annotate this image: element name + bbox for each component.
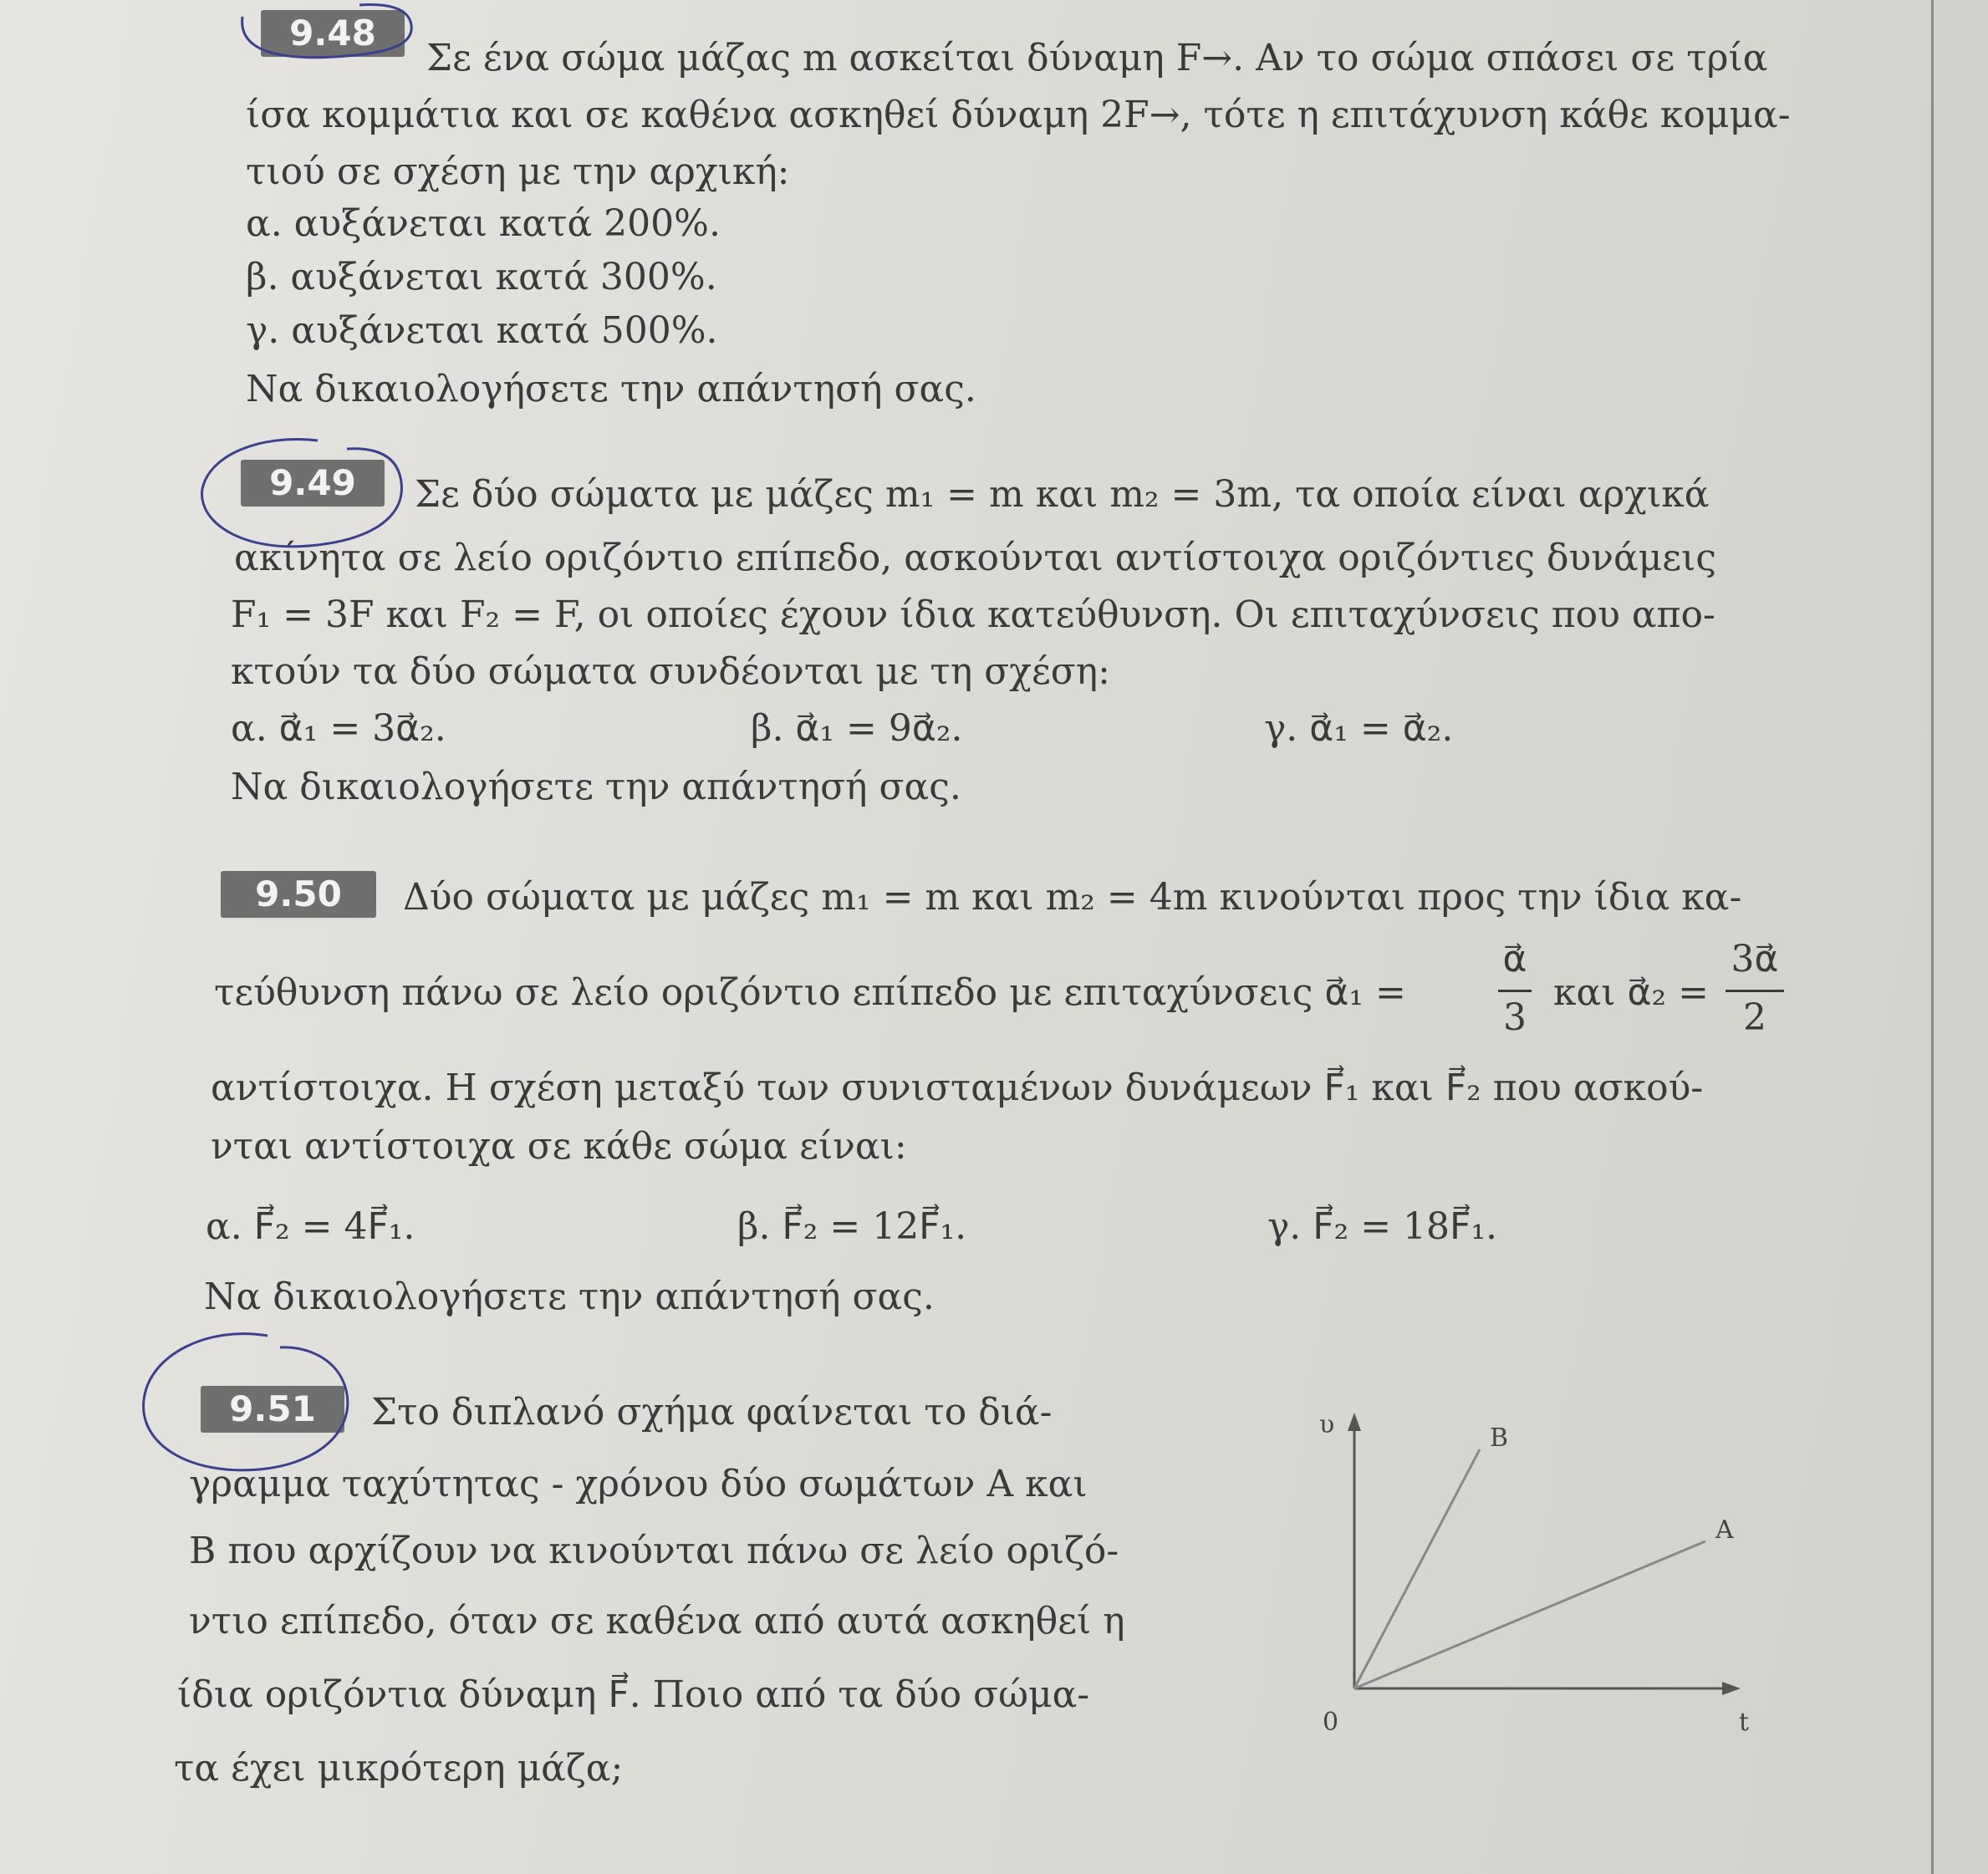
- p949-option-c: γ. α⃗₁ = α⃗₂.: [1264, 707, 1454, 750]
- page-edge: [1931, 0, 1988, 1874]
- series-b-line: [1354, 1449, 1480, 1688]
- exercise-number-9-49: 9.49: [241, 460, 385, 507]
- p948-option-a: α. αυξάνεται κατά 200%.: [246, 202, 721, 245]
- series-b-label: Β: [1490, 1423, 1509, 1453]
- series-a-line: [1354, 1541, 1705, 1688]
- fraction-1-bar: [1498, 990, 1532, 992]
- p951-line-3: Β που αρχίζουν να κινούνται πάνω σε λείο οριζό-: [189, 1530, 1119, 1572]
- p951-line-5: ίδια οριζόντια δύναμη F⃗. Ποιο από τα δύο σώμα-: [177, 1673, 1090, 1716]
- fraction-1-denominator: 3: [1503, 996, 1527, 1039]
- p950-line-4: νται αντίστοιχα σε κάθε σώμα είναι:: [211, 1125, 907, 1168]
- p951-line-6: τα έχει μικρότερη μάζα;: [174, 1747, 624, 1790]
- p949-line-2: ακίνητα σε λείο οριζόντιο επίπεδο, ασκούνται αντίστοιχα οριζόντιες δυνάμεις: [234, 537, 1716, 579]
- p950-line-2-mid: και α⃗₂ =: [1553, 971, 1709, 1014]
- x-axis-label: t: [1739, 1708, 1750, 1737]
- p950-option-a: α. F⃗₂ = 4F⃗₁.: [206, 1205, 415, 1248]
- p949-justify: Να δικαιολογήσετε την απάντησή σας.: [231, 766, 961, 808]
- p950-line-2: τεύθυνση πάνω σε λείο οριζόντιο επίπεδο με επιταχύνσεις α⃗₁ =: [214, 971, 1406, 1014]
- p950-line-3: αντίστοιχα. Η σχέση μεταξύ των συνισταμένων δυνάμεων F⃗₁ και F⃗₂ που ασκού-: [211, 1067, 1704, 1109]
- p948-option-b: β. αυξάνεται κατά 300%.: [246, 256, 717, 298]
- series-a-label: Α: [1715, 1515, 1734, 1545]
- fraction-1-numerator: α⃗: [1502, 938, 1527, 980]
- y-axis-label: υ: [1319, 1410, 1335, 1439]
- p951-line-4: ντιο επίπεδο, όταν σε καθένα από αυτά ασκηθεί η: [189, 1600, 1125, 1642]
- p949-line-4: κτούν τα δύο σώματα συνδέονται με τη σχέση:: [231, 650, 1110, 693]
- p948-line-2: ίσα κομμάτια και σε καθένα ασκηθεί δύναμη 2F→, τότε η επιτάχυνση κάθε κομμα-: [246, 94, 1791, 136]
- p948-line-3: τιού σε σχέση με την αρχική:: [246, 150, 790, 193]
- p950-line-1: Δύο σώματα με μάζες m₁ = m και m₂ = 4m κινούνται προς την ίδια κα-: [403, 876, 1742, 919]
- p949-option-b: β. α⃗₁ = 9α⃗₂.: [751, 707, 963, 750]
- velocity-time-graph: [1287, 1404, 1756, 1755]
- p951-line-2: γραμμα ταχύτητας - χρόνου δύο σωμάτων Α και: [189, 1463, 1088, 1505]
- p949-line-1: Σε δύο σώματα με μάζες m₁ = m και m₂ = 3m, τα οποία είναι αρχικά: [415, 473, 1710, 516]
- x-axis-arrow: [1722, 1682, 1741, 1695]
- p950-justify: Να δικαιολογήσετε την απάντησή σας.: [204, 1276, 935, 1318]
- p951-line-1: Στο διπλανό σχήμα φαίνεται το διά-: [371, 1391, 1053, 1434]
- exercise-number-9-51: 9.51: [201, 1386, 344, 1433]
- origin-label: 0: [1323, 1708, 1339, 1737]
- y-axis-arrow: [1348, 1413, 1361, 1431]
- fraction-2-denominator: 2: [1743, 996, 1766, 1039]
- p949-option-a: α. α⃗₁ = 3α⃗₂.: [231, 707, 446, 750]
- exercise-number-9-50: 9.50: [221, 871, 376, 918]
- p948-option-c: γ. αυξάνεται κατά 500%.: [246, 309, 718, 352]
- p948-line-1: Σε ένα σώμα μάζας m ασκείται δύναμη F→. Αν το σώμα σπάσει σε τρία: [426, 37, 1768, 79]
- p950-option-c: γ. F⃗₂ = 18F⃗₁.: [1267, 1205, 1497, 1248]
- fraction-2-numerator: 3α⃗: [1731, 938, 1779, 980]
- exercise-number-9-48: 9.48: [261, 10, 405, 57]
- p948-justify: Να δικαιολογήσετε την απάντησή σας.: [246, 368, 976, 410]
- fraction-2-bar: [1725, 990, 1784, 992]
- p950-option-b: β. F⃗₂ = 12F⃗₁.: [737, 1205, 967, 1248]
- p949-line-3: F₁ = 3F και F₂ = F, οι οποίες έχουν ίδια κατεύθυνση. Οι επιταχύνσεις που απο-: [231, 593, 1715, 636]
